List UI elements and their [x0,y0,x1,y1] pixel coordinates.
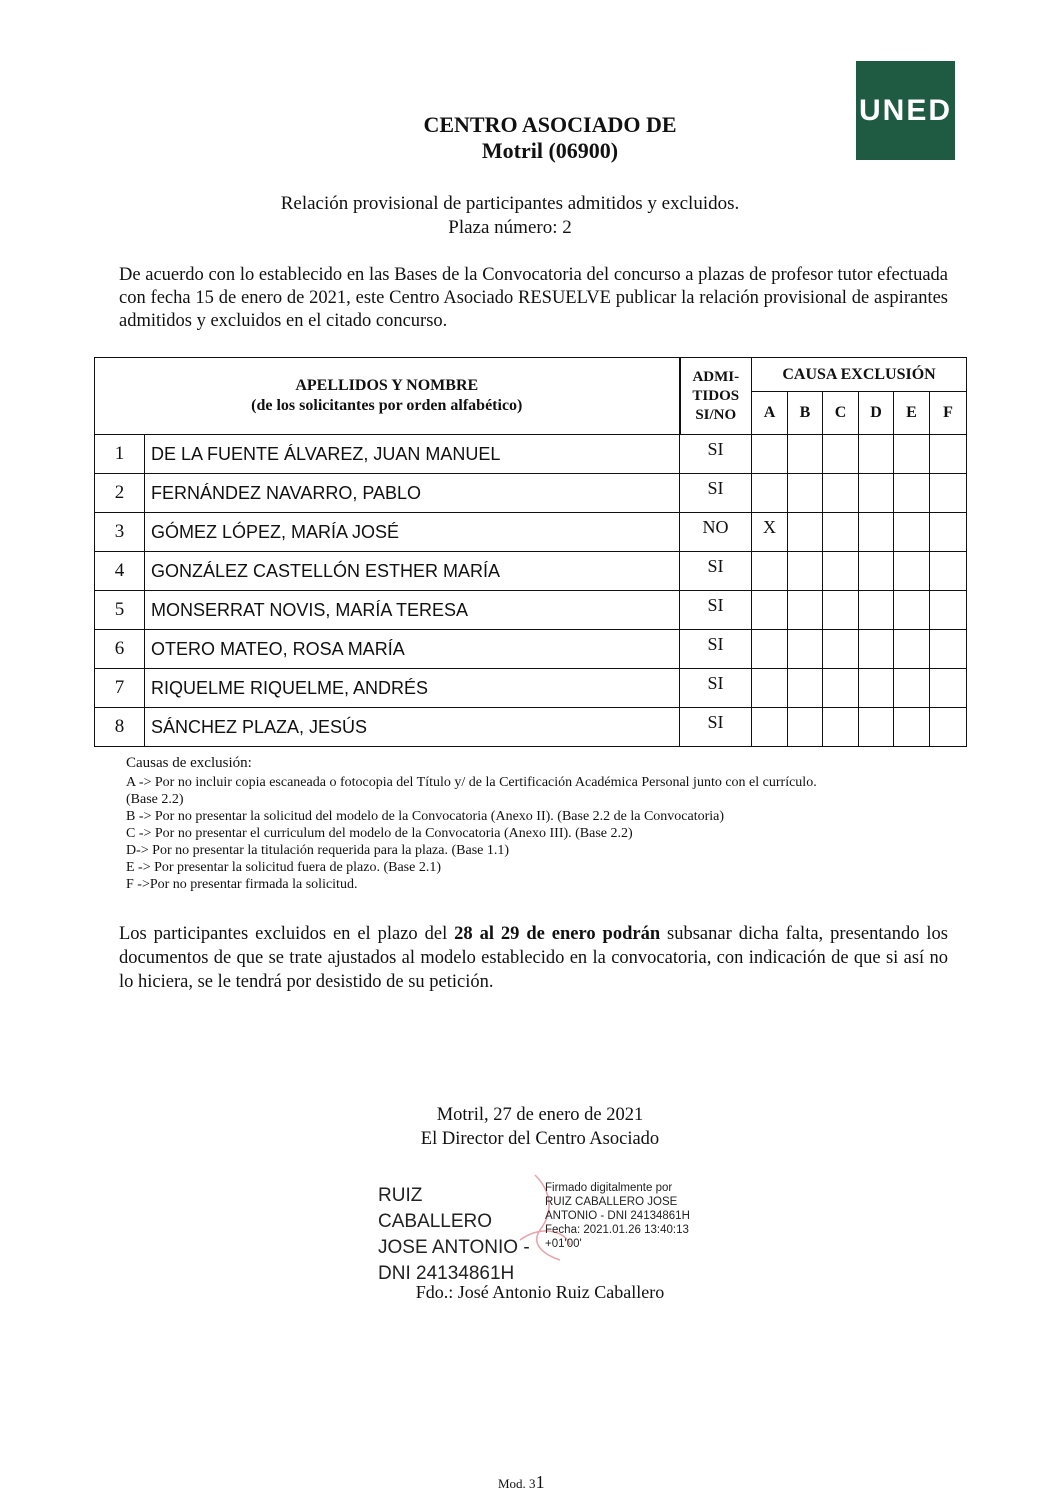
cause-letter-c: C [823,392,859,435]
cause-cell [788,474,823,513]
cause-cell [752,591,788,630]
place-date: Motril, 27 de enero de 2021 [436,1105,644,1125]
row-number: 7 [95,669,145,708]
cause-cell [894,630,930,669]
title-line-2: Motril (06900) [481,138,619,163]
admitted-value: SI [680,708,752,747]
cause-cell [894,708,930,747]
table-row [95,552,967,591]
cause-letter-a: A [752,392,788,435]
cause-cell [894,435,930,474]
cause-cell [823,630,859,669]
admitted-value: SI [680,669,752,708]
admitted-column-header [680,358,752,435]
cause-cell [859,591,894,630]
intro-paragraph: De acuerdo con lo establecido en las Bases de la Convocatoria del concurso a plazas de profesor tutor efectuada con fecha 15 de enero de 2021, este Centro Asociado RESUELVE publicar la relación provisional de aspirantes admitidos y excluidos en el citado concurso. [119,265,948,331]
subtitle-line-2: Plaza número: 2 [448,217,572,238]
cause-cell [823,552,859,591]
row-number: 1 [95,435,145,474]
closing-bold-verb: podrán [602,924,661,944]
causes-heading: Causas de exclusión: [126,755,252,771]
cause-cell [894,552,930,591]
table-row [95,474,967,513]
cause-cell [788,513,823,552]
signed-by: Fdo.: José Antonio Ruiz Caballero [415,1282,665,1302]
admitted-value: SI [680,435,752,474]
cause-cell [894,669,930,708]
digital-signature-meta [545,1181,725,1251]
place-date-block [330,1103,750,1151]
title-line-1: CENTRO ASOCIADO DE [423,112,677,137]
admitted-value: SI [680,591,752,630]
participant-name: SÁNCHEZ PLAZA, JESÚS [145,708,680,747]
cause-cell [894,474,930,513]
admitted-value: NO [680,513,752,552]
admitted-value: SI [680,474,752,513]
cause-cell [823,708,859,747]
cause-cell [859,435,894,474]
closing-text-2: subsanar dicha falta, presentando los documentos de que se trate ajustados al modelo establecido en la convocatoria, con indicación de que si así no lo hiciera, se le tendrá por desistido de su petición. [119,924,949,992]
signature-name-line-1: RUIZ CABALLERO [378,1185,493,1232]
row-number: 5 [95,591,145,630]
admitted-value: SI [680,630,752,669]
signature-meta-line-2: RUIZ CABALLERO JOSE [545,1196,678,1208]
closing-space [596,924,603,944]
cause-cell [823,474,859,513]
cause-cell [930,474,967,513]
cause-cell [859,513,894,552]
participant-name: GÓMEZ LÓPEZ, MARÍA JOSÉ [145,513,680,552]
name-header-line-2: (de los solicitantes por orden alfabético) [251,397,523,414]
cause-cell [859,552,894,591]
cause-cell [894,591,930,630]
admitted-value: SI [680,552,752,591]
table-row [95,591,967,630]
signature-meta-line-4: Fecha: 2021.01.26 13:40:13 [545,1224,689,1236]
table-row [95,708,967,747]
cause-cell: X [752,513,788,552]
admitted-header-line-2: TIDOS [692,387,740,404]
cause-cell [752,474,788,513]
participant-name: MONSERRAT NOVIS, MARÍA TERESA [145,591,680,630]
cause-item-d: D-> Por no presentar la titulación requerida para la plaza. (Base 1.1) [126,843,510,858]
table-row [95,513,967,552]
cause-item-a: A -> Por no incluir copia escaneada o fotocopia del Título y/ de la Certificación Académica Personal junto con el currículo. (Base 2.2) [126,775,817,807]
row-number: 3 [95,513,145,552]
causes-column-header: CAUSA EXCLUSIÓN [752,358,967,392]
row-number: 2 [95,474,145,513]
subtitle-line-1: Relación provisional de participantes admitidos y excluidos. [280,193,740,214]
participant-name: DE LA FUENTE ÁLVAREZ, JUAN MANUEL [145,435,680,474]
exclusion-causes [126,755,826,893]
cause-cell [930,552,967,591]
cause-cell [788,552,823,591]
participant-name: GONZÁLEZ CASTELLÓN ESTHER MARÍA [145,552,680,591]
model-number [498,1472,545,1493]
cause-cell [823,435,859,474]
table-row [95,630,967,669]
signature-meta-line-5: +01'00' [545,1238,582,1250]
cause-letter-b: B [788,392,823,435]
signature-name-line-2: JOSE ANTONIO - [378,1237,530,1258]
cause-cell [930,630,967,669]
cause-cell [859,630,894,669]
admitted-header-line-3: SI/NO [695,406,737,423]
cause-cell [823,591,859,630]
cause-letter-d: D [859,392,894,435]
subtitle [200,192,820,240]
signature-meta-line-3: ANTONIO - DNI 24134861H [545,1210,690,1222]
cause-cell [930,435,967,474]
cause-cell [752,552,788,591]
director-role: El Director del Centro Asociado [420,1129,660,1149]
cause-cell [788,435,823,474]
table-row [95,435,967,474]
cause-cell [930,591,967,630]
model-suffix: 1 [535,1472,545,1492]
closing-deadline: 28 al 29 de enero [454,924,596,944]
cause-cell [859,708,894,747]
closing-paragraph [119,922,948,994]
cause-cell [894,513,930,552]
cause-cell [823,669,859,708]
cause-cell [859,474,894,513]
cause-cell [930,708,967,747]
cause-cell [788,591,823,630]
participants-table [94,357,967,747]
cause-item-f: F ->Por no presentar firmada la solicitud. [126,877,358,892]
participant-name: OTERO MATEO, ROSA MARÍA [145,630,680,669]
cause-cell [752,630,788,669]
cause-letter-f: F [930,392,967,435]
cause-item-c: C -> Por no presentar el curriculum del modelo de la Convocatoria (Anexo III). (Base 2.2) [126,826,633,841]
table-row [95,669,967,708]
row-number: 4 [95,552,145,591]
cause-cell [823,513,859,552]
participant-name: RIQUELME RIQUELME, ANDRÉS [145,669,680,708]
cause-cell [930,669,967,708]
page-title [300,112,800,164]
cause-cell [752,435,788,474]
cause-cell [930,513,967,552]
digital-signature-name [378,1183,538,1287]
cause-cell [788,669,823,708]
signature-meta-line-1: Firmado digitalmente por [545,1182,673,1194]
model-label: Mod. 3 [498,1476,536,1491]
name-column-header [95,358,680,435]
closing-text-1: Los participantes excluidos en el plazo del [119,924,455,944]
cause-cell [788,708,823,747]
cause-cell [859,669,894,708]
cause-cell [788,630,823,669]
cause-cell [752,708,788,747]
row-number: 6 [95,630,145,669]
admitted-header-line-1: ADMI- [692,368,740,385]
cause-cell [752,669,788,708]
signature-name-line-3: DNI 24134861H [378,1263,515,1284]
participant-name: FERNÁNDEZ NAVARRO, PABLO [145,474,680,513]
uned-logo: UNED [856,61,955,160]
cause-item-b: B -> Por no presentar la solicitud del modelo de la Convocatoria (Anexo II). (Base 2.2 de la Convocatoria) [126,809,725,824]
cause-letter-e: E [894,392,930,435]
row-number: 8 [95,708,145,747]
name-header-line-1: APELLIDOS Y NOMBRE [295,377,479,394]
cause-item-e: E -> Por presentar la solicitud fuera de plazo. (Base 2.1) [126,860,442,875]
